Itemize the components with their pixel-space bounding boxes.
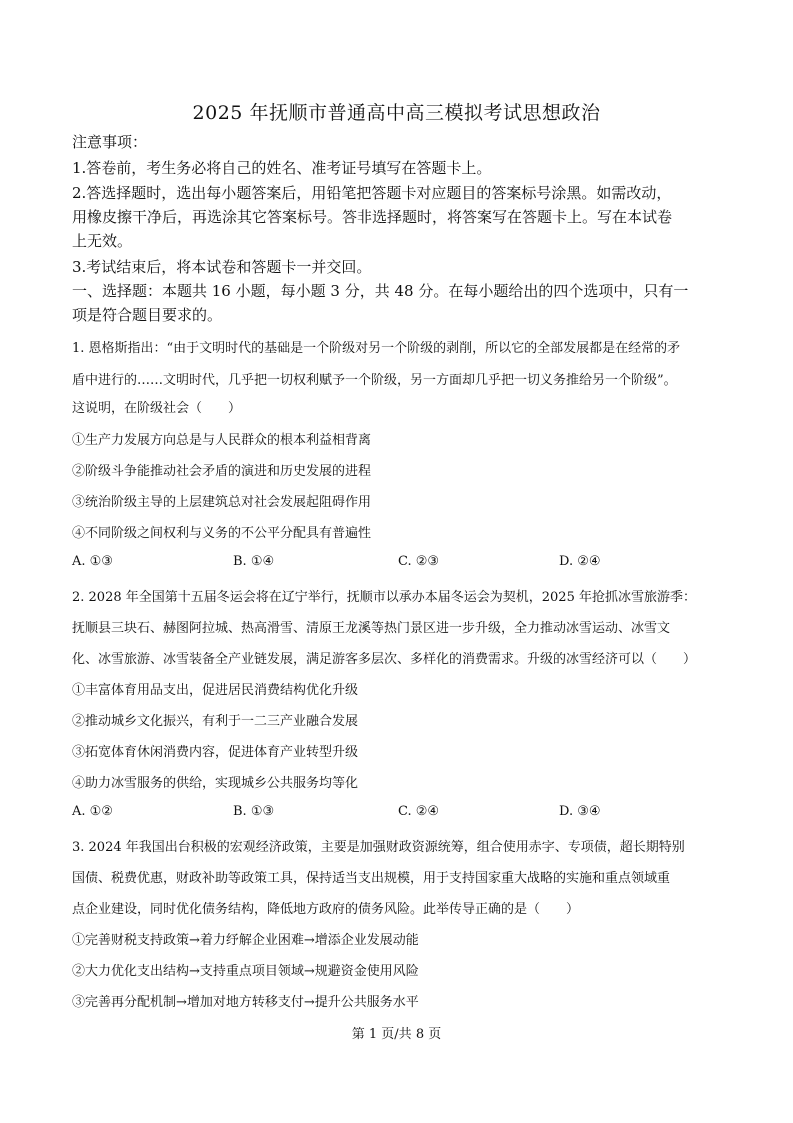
question-1-line-1: 1. 恩格斯指出：“由于文明时代的基础是一个阶级对另一个阶级的剥削，所以它的全部发展都是在经常的矛 (72, 341, 681, 356)
section-heading-line-2: 项是符合题目要求的。 (72, 306, 223, 324)
question-2-option-d: D. ③④ (559, 804, 601, 819)
question-3-line-1: 3. 2024 年我国出台积极的宏观经济政策，主要是加强财政资源统筹，组合使用赤字、专项债，超长期特别 (72, 840, 685, 855)
notice-item-2-line-2: 用橡皮擦干净后，再选涂其它答案标号。答非选择题时，将答案写在答题卡上。写在本试卷 (72, 208, 673, 226)
page-title: 2025 年抚顺市普通高中高三模拟考试思想政治 (192, 102, 601, 124)
question-1-line-2: 盾中进行的……文明时代，几乎把一切权利赋予一个阶级，另一方面却几乎把一切义务推给另一个阶级”。 (72, 373, 677, 388)
question-3-line-3: 点企业建设，同时优化债务结构，降低地方政府的债务风险。此举传导正确的是（ ） (72, 902, 580, 917)
question-1-option-b: B. ①④ (233, 554, 275, 569)
question-1-options (72, 554, 732, 574)
question-1-statement-1: ①生产力发展方向总是与人民群众的根本利益相背离 (72, 433, 372, 448)
question-1-statement-4: ④不同阶级之间权利与义务的不公平分配具有普遍性 (72, 526, 372, 541)
notice-item-2-line-3: 上无效。 (72, 232, 133, 250)
page-footer: 第 1 页/共 8 页 (351, 1027, 442, 1042)
question-1-option-d: D. ②④ (559, 554, 601, 569)
question-3-line-2: 国债、税费优惠，财政补助等政策工具，保持适当支出规模，用于支持国家重大战略的实施和重点领域重 (72, 871, 671, 886)
notice-item-3: 3.考试结束后，将本试卷和答题卡一并交回。 (72, 258, 372, 276)
question-1-statement-2: ②阶级斗争能推动社会矛盾的演进和历史发展的进程 (72, 464, 372, 479)
question-1-statement-3: ③统治阶级主导的上层建筑总对社会发展起阻碍作用 (72, 495, 372, 510)
question-2-line-2: 抚顺县三块石、赫图阿拉城、热高滑雪、清原王龙溪等热门景区进一步升级，全力推动冰雪运动、冰雪文 (72, 621, 671, 636)
question-2-statement-3: ③拓宽体育休闲消费内容，促进体育产业转型升级 (72, 745, 359, 760)
question-3-statement-2: ②大力优化支出结构→支持重点项目领域→规避资金使用风险 (72, 964, 419, 979)
question-2-statement-4: ④助力冰雪服务的供给，实现城乡公共服务均等化 (72, 776, 359, 791)
notice-item-2-line-1: 2.答选择题时，选出每小题答案后，用铅笔把答题卡对应题目的答案标号涂黑。如需改动， (72, 184, 672, 202)
question-2-statement-1: ①丰富体育用品支出，促进居民消费结构优化升级 (72, 683, 359, 698)
notice-item-1: 1.答卷前，考生务必将自己的姓名、准考证号填写在答题卡上。 (72, 159, 492, 177)
question-2-option-a: A. ①② (72, 804, 113, 819)
question-2-options (72, 804, 732, 824)
question-3-statement-3: ③完善再分配机制→增加对地方转移支付→提升公共服务水平 (72, 995, 419, 1010)
question-2-option-b: B. ①③ (233, 804, 275, 819)
notice-heading: 注意事项： (72, 133, 148, 151)
question-2-line-1: 2. 2028 年全国第十五届冬运会将在辽宁举行，抚顺市以承办本届冬运会为契机，2025 年抢抓冰雪旅游季： (72, 590, 696, 605)
question-1-option-a: A. ①③ (72, 554, 113, 569)
question-1-option-c: C. ②③ (398, 554, 440, 569)
question-3-statement-1: ①完善财税支持政策→着力纾解企业困难→增添企业发展动能 (72, 933, 419, 948)
question-2-line-3: 化、冰雪旅游、冰雪装备全产业链发展，满足游客多层次、多样化的消费需求。升级的冰雪经济可以（ ） (72, 652, 697, 667)
question-2-statement-2: ②推动城乡文化振兴，有利于一二三产业融合发展 (72, 714, 359, 729)
question-2-option-c: C. ②④ (398, 804, 440, 819)
section-heading-line-1: 一、选择题：本题共 16 小题，每小题 3 分，共 48 分。在每小题给出的四个选项中，只有一 (72, 282, 689, 300)
question-1-line-3: 这说明，在阶级社会（ ） (72, 401, 242, 416)
